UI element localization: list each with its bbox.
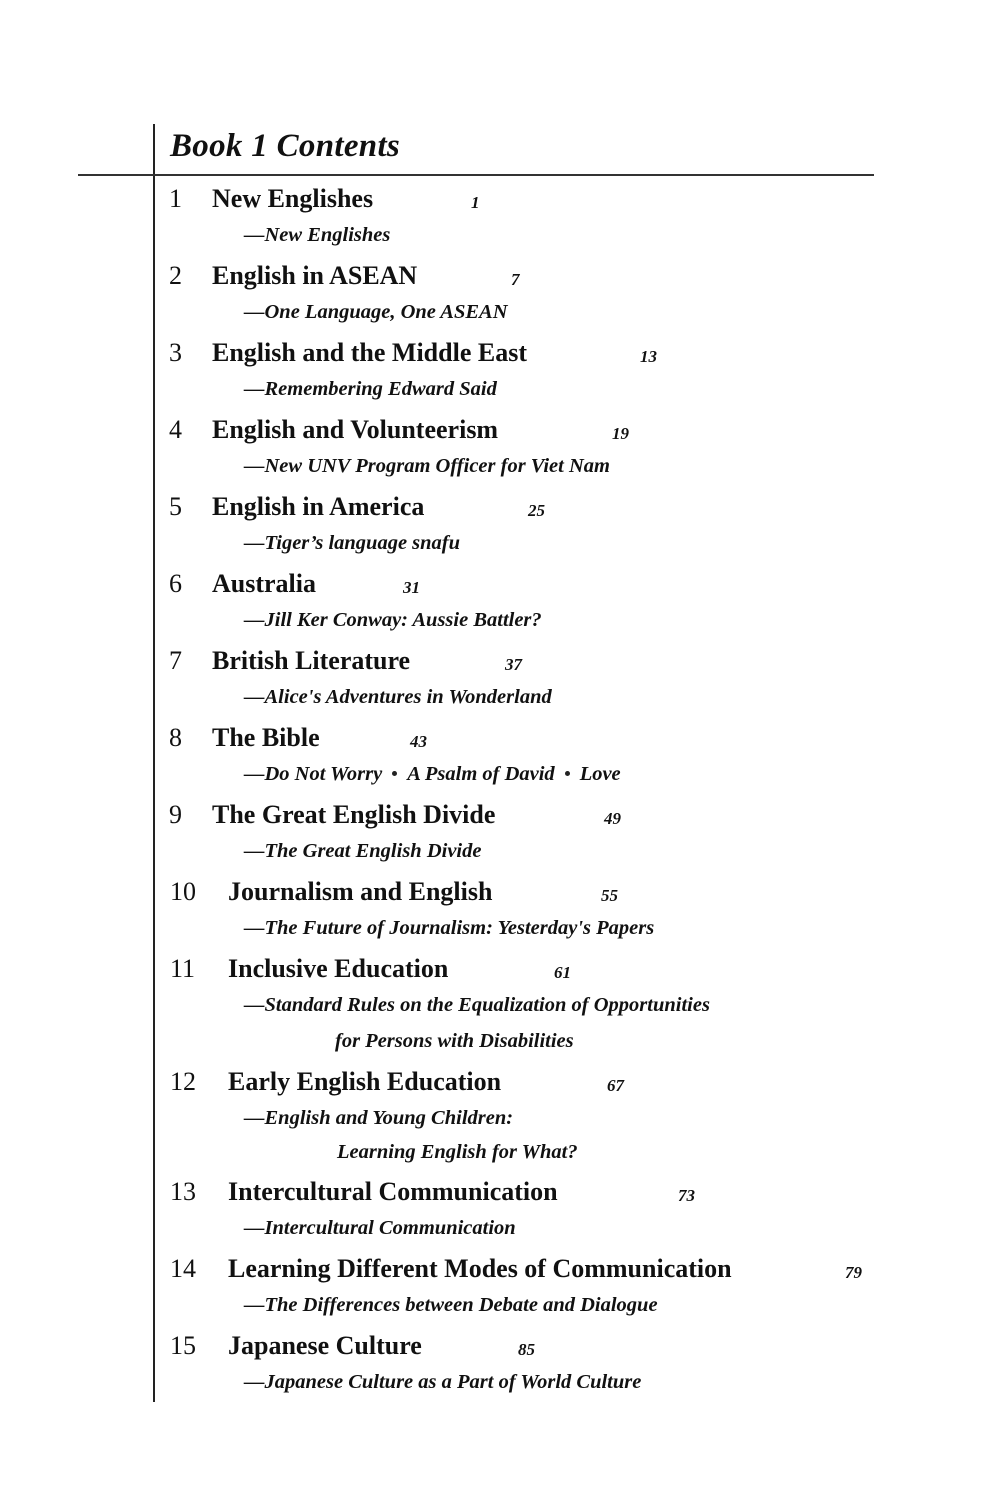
chapter-subtitle: [244, 763, 621, 786]
page-number: 55: [601, 886, 618, 905]
chapter-title: New Englishes: [212, 184, 374, 213]
chapter-title: Australia: [212, 569, 316, 598]
chapter-number: 13: [170, 1177, 196, 1206]
chapter-number: 10: [170, 877, 196, 906]
chapter-number: 3: [169, 338, 182, 367]
chapter-title: Inclusive Education: [228, 954, 449, 983]
chapter-number: 1: [169, 184, 182, 213]
chapter-title: Intercultural Communication: [228, 1177, 558, 1206]
chapter-number: 15: [170, 1331, 196, 1360]
chapter-title: The Bible: [212, 723, 320, 752]
chapter-title: Japanese Culture: [228, 1331, 422, 1360]
chapter-title: Early English Education: [228, 1067, 502, 1096]
chapter-number: 5: [169, 492, 182, 521]
page-number: 7: [511, 270, 520, 289]
bullet-dot: [565, 771, 570, 776]
page-number: 49: [604, 809, 621, 828]
page-number: 73: [678, 1186, 695, 1205]
chapter-number: 12: [170, 1067, 196, 1096]
chapter-title: The Great English Divide: [212, 800, 496, 829]
chapter-subtitle: —Intercultural Communication: [244, 1217, 516, 1239]
page-title: Book 1 Contents: [170, 128, 401, 164]
chapter-subtitle: —English and Young Children:: [244, 1107, 514, 1129]
chapter-subtitle: —Alice's Adventures in Wonderland: [244, 686, 552, 708]
chapter-subtitle: —One Language, One ASEAN: [244, 301, 508, 323]
chapter-number: 7: [169, 646, 182, 675]
chapter-title: English in America: [212, 492, 425, 521]
chapter-subtitle: —The Differences between Debate and Dialogue: [244, 1294, 658, 1316]
chapter-number: 8: [169, 723, 182, 752]
horizontal-rule: [78, 174, 874, 176]
chapter-number: 6: [169, 569, 182, 598]
subtitle-part: —Do Not Worry: [244, 763, 383, 785]
chapter-title: English and the Middle East: [212, 338, 527, 367]
chapter-subtitle: —The Great English Divide: [244, 840, 482, 862]
chapter-subtitle: —New UNV Program Officer for Viet Nam: [244, 455, 610, 477]
chapter-title: English and Volunteerism: [212, 415, 499, 444]
page-number: 19: [612, 424, 629, 443]
page-number: 61: [554, 963, 571, 982]
page-number: 37: [505, 655, 522, 674]
chapter-title: Learning Different Modes of Communication: [228, 1254, 732, 1283]
chapter-subtitle: —Remembering Edward Said: [244, 378, 497, 400]
page-number: 67: [607, 1076, 624, 1095]
chapter-subtitle-continued: for Persons with Disabilities: [335, 1030, 574, 1052]
page-number: 25: [528, 501, 545, 520]
chapter-number: 14: [170, 1254, 196, 1283]
chapter-number: 2: [169, 261, 182, 290]
chapter-title: British Literature: [212, 646, 411, 675]
page-number: 85: [518, 1340, 535, 1359]
page-number: 31: [403, 578, 420, 597]
vertical-rule: [153, 124, 155, 1402]
page-number: 1: [471, 193, 480, 212]
chapter-number: 4: [169, 415, 182, 444]
chapter-subtitle: —The Future of Journalism: Yesterday's Papers: [244, 917, 655, 939]
chapter-subtitle: —Jill Ker Conway: Aussie Battler?: [244, 609, 542, 631]
chapter-subtitle: —New Englishes: [244, 224, 391, 246]
chapter-number: 11: [170, 954, 196, 983]
subtitle-part: Love: [579, 763, 621, 785]
chapter-subtitle: —Standard Rules on the Equalization of Opportunities: [244, 994, 710, 1016]
page-number: 13: [640, 347, 657, 366]
chapter-title: English in ASEAN: [212, 261, 418, 290]
chapter-subtitle-continued: Learning English for What?: [337, 1141, 578, 1163]
page-number: 79: [845, 1263, 862, 1282]
chapter-subtitle: —Japanese Culture as a Part of World Culture: [244, 1371, 642, 1393]
page-number: 43: [410, 732, 427, 751]
chapter-title: Journalism and English: [228, 877, 493, 906]
chapter-number: 9: [169, 800, 182, 829]
bullet-dot: [392, 771, 397, 776]
subtitle-part: A Psalm of David: [407, 763, 555, 785]
chapter-subtitle: —Tiger’s language snafu: [244, 532, 461, 554]
